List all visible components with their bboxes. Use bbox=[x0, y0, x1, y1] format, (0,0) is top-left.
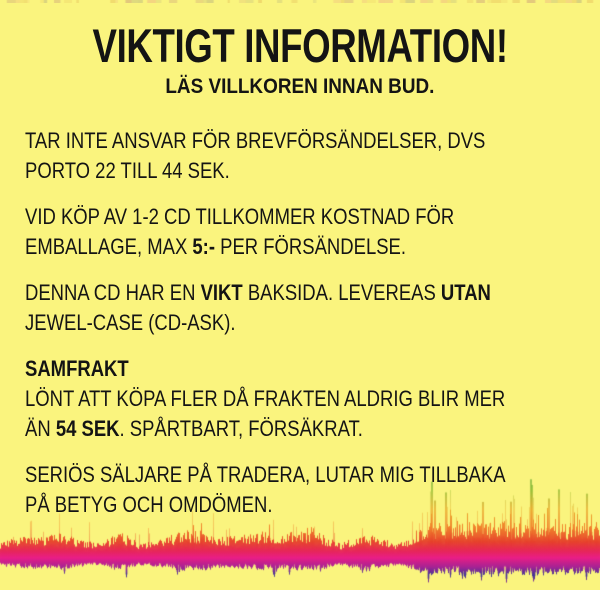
text-line: VID KÖP AV 1-2 CD TILLKOMMER KOSTNAD FÖR bbox=[25, 204, 455, 229]
poster-header bbox=[0, 19, 600, 72]
paragraph bbox=[25, 278, 600, 338]
audio-waveform-decoration bbox=[0, 475, 600, 590]
text-line: PORTO 22 TILL 44 SEK. bbox=[25, 158, 230, 183]
body-paragraphs bbox=[25, 126, 600, 520]
paragraph bbox=[25, 202, 600, 262]
page-subtitle: LÄS VILLKOREN INNAN BUD. bbox=[165, 74, 435, 98]
text-line: SAMFRAKT bbox=[25, 356, 129, 381]
text-line: LÖNT ATT KÖPA FLER DÅ FRAKTEN ALDRIG BLIR MER bbox=[25, 386, 506, 411]
text-line: DENNA CD HAR EN VIKT BAKSIDA. LEVEREAS UTAN bbox=[25, 280, 491, 305]
paragraph bbox=[25, 354, 600, 444]
poster-subheader bbox=[0, 75, 600, 98]
paragraph bbox=[25, 126, 600, 186]
text-line: ÄN 54 SEK. SPÅRTBART, FÖRSÄKRAT. bbox=[25, 416, 363, 441]
page-title: VIKTIGT INFORMATION! bbox=[92, 19, 508, 72]
text-line: TAR INTE ANSVAR FÖR BREVFÖRSÄNDELSER, DVS bbox=[25, 128, 486, 153]
top-edge-color-strip bbox=[0, 0, 600, 3]
text-line: EMBALLAGE, MAX 5:- PER FÖRSÄNDELSE. bbox=[25, 234, 407, 259]
text-line: JEWEL-CASE (CD-ASK). bbox=[25, 310, 236, 335]
